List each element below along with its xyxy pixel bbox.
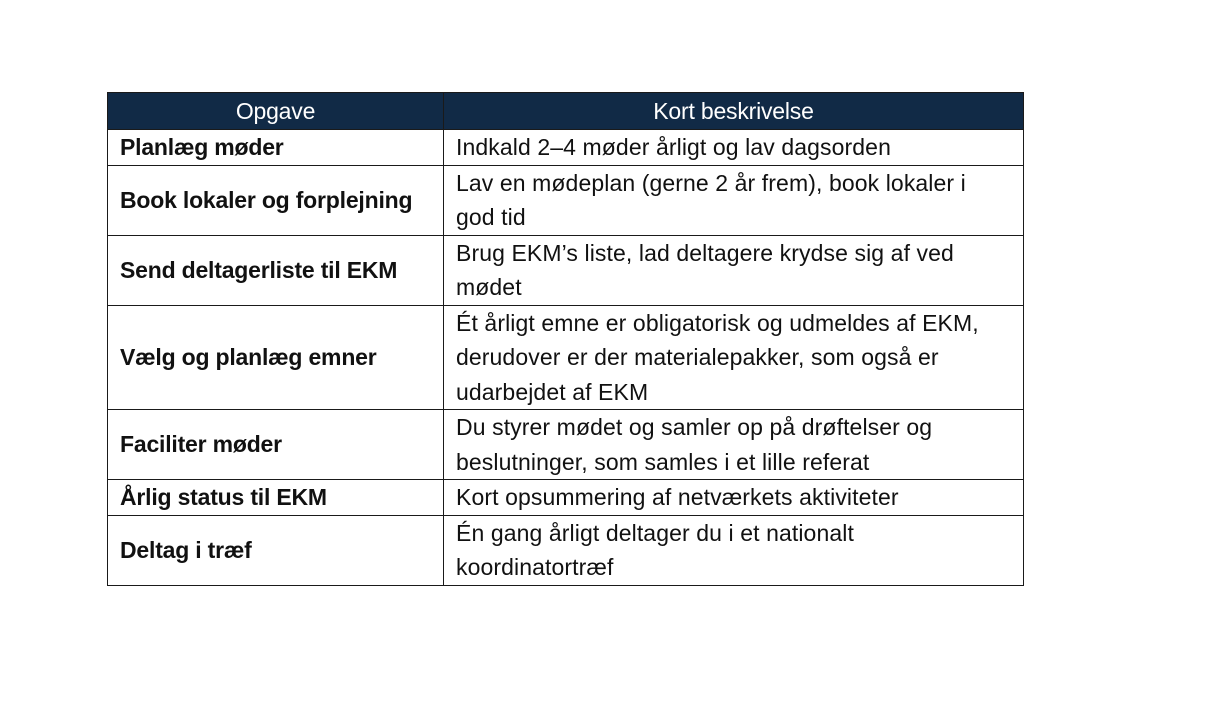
task-cell: Book lokaler og forplejning — [108, 165, 444, 235]
description-cell: Brug EKM’s liste, lad deltagere krydse sig af ved mødet — [444, 235, 1024, 305]
table-row — [108, 165, 1024, 235]
task-cell: Faciliter møder — [108, 410, 444, 480]
task-cell: Planlæg møder — [108, 130, 444, 166]
description-cell: Én gang årligt deltager du i et nationalt koordinatortræf — [444, 515, 1024, 585]
description-cell: Kort opsummering af netværkets aktiviteter — [444, 480, 1024, 516]
task-table-container — [107, 92, 1023, 586]
table-row — [108, 305, 1024, 410]
table-row — [108, 410, 1024, 480]
description-cell: Du styrer mødet og samler op på drøftelser og beslutninger, som samles i et lille referat — [444, 410, 1024, 480]
table-row — [108, 130, 1024, 166]
table-header — [108, 93, 1024, 130]
table-row — [108, 235, 1024, 305]
description-cell: Ét årligt emne er obligatorisk og udmeldes af EKM, derudover er der materialepakker, som også er udarbejdet af EKM — [444, 305, 1024, 410]
task-table — [107, 92, 1024, 586]
task-cell: Deltag i træf — [108, 515, 444, 585]
table-body — [108, 130, 1024, 586]
task-cell: Send deltagerliste til EKM — [108, 235, 444, 305]
description-cell: Indkald 2–4 møder årligt og lav dagsorden — [444, 130, 1024, 166]
description-cell: Lav en mødeplan (gerne 2 år frem), book lokaler i god tid — [444, 165, 1024, 235]
header-description: Kort beskrivelse — [444, 93, 1024, 130]
header-row — [108, 93, 1024, 130]
task-cell: Vælg og planlæg emner — [108, 305, 444, 410]
header-task: Opgave — [108, 93, 444, 130]
table-row — [108, 515, 1024, 585]
task-cell: Årlig status til EKM — [108, 480, 444, 516]
table-row — [108, 480, 1024, 516]
